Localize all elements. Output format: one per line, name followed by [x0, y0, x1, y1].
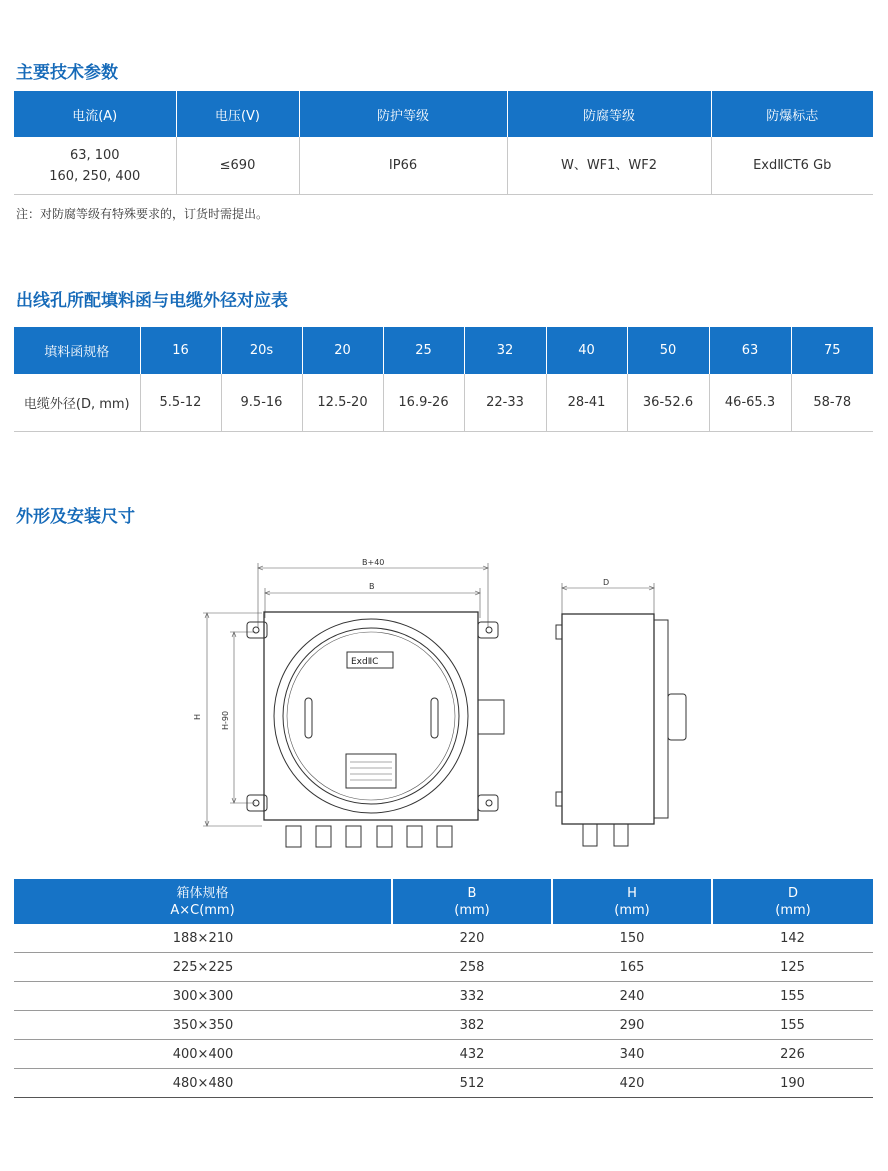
section-title-cable-table: 出线孔所配填料函与电缆外径对应表: [16, 291, 288, 311]
spec-cell: 63: [709, 327, 791, 374]
d-cell: 125: [712, 953, 873, 982]
table-row: [14, 982, 873, 1011]
header-h-line2: (mm): [614, 902, 650, 918]
table-row: [14, 1040, 873, 1069]
current-line-2: 160, 250, 400: [49, 168, 141, 184]
label-h-minus-90: H-90: [221, 710, 230, 730]
explosion-mark-value: ExdⅡCT6 Gb: [711, 137, 873, 195]
diameter-cell: 36-52.6: [627, 374, 709, 432]
label-b: B: [369, 582, 375, 591]
header-b-line1: B: [467, 885, 477, 901]
header-voltage: 电压(V): [176, 91, 299, 137]
b-cell: 432: [392, 1040, 552, 1069]
dimension-d: [562, 578, 654, 616]
spec-cell: 16: [140, 327, 221, 374]
header-d-line2: (mm): [775, 902, 811, 918]
h-cell: 240: [552, 982, 712, 1011]
size-cell: 300×300: [14, 982, 392, 1011]
header-b-line2: (mm): [454, 902, 490, 918]
spec-cell: 75: [791, 327, 873, 374]
protection-value: IP66: [299, 137, 507, 195]
voltage-value: ≤690: [176, 137, 299, 195]
mounting-lugs: [247, 622, 498, 811]
spec-cell: 20s: [221, 327, 302, 374]
d-cell: 142: [712, 924, 873, 953]
table-row: [14, 953, 873, 982]
d-cell: 155: [712, 1011, 873, 1040]
header-size-line2: A×C(mm): [170, 902, 235, 918]
header-h-line1: H: [627, 885, 637, 901]
note-text: 注：对防腐等级有特殊要求的，订货时需提出。: [16, 207, 269, 221]
b-cell: 332: [392, 982, 552, 1011]
tech-params-row: [14, 137, 873, 195]
spec-cell: 25: [383, 327, 464, 374]
header-b: [392, 879, 552, 924]
size-cell: 350×350: [14, 1011, 392, 1040]
size-cell: 188×210: [14, 924, 392, 953]
table-row: [14, 924, 873, 953]
diameter-cell: 22-33: [464, 374, 546, 432]
diameter-cell: 28-41: [546, 374, 627, 432]
diameter-cell: 58-78: [791, 374, 873, 432]
b-cell: 220: [392, 924, 552, 953]
enclosure-side-view: [556, 614, 686, 846]
cable-diameter-row: [14, 374, 873, 432]
header-h: [552, 879, 712, 924]
spec-cell: 50: [627, 327, 709, 374]
dimension-table: [14, 879, 873, 1098]
header-d: [712, 879, 873, 924]
size-cell: 400×400: [14, 1040, 392, 1069]
header-explosion-mark: 防爆标志: [711, 91, 873, 137]
spec-row-label: 填料函规格: [14, 327, 140, 374]
diameter-cell: 46-65.3: [709, 374, 791, 432]
h-cell: 340: [552, 1040, 712, 1069]
spec-cell: 20: [302, 327, 383, 374]
header-current: 电流(A): [14, 91, 176, 137]
dimension-h-90: [221, 632, 255, 803]
cable-gland-spec-row: [14, 327, 873, 374]
nameplate-label: ExdⅡC: [351, 657, 379, 667]
spec-cell: 32: [464, 327, 546, 374]
tech-params-header-row: [14, 91, 873, 137]
d-cell: 155: [712, 982, 873, 1011]
diameter-cell: 5.5-12: [140, 374, 221, 432]
tech-params-table: [14, 91, 873, 195]
section-title-tech-params: 主要技术参数: [16, 63, 118, 83]
h-cell: 290: [552, 1011, 712, 1040]
diameter-cell: 16.9-26: [383, 374, 464, 432]
spec-cell: 40: [546, 327, 627, 374]
label-d: D: [603, 578, 610, 587]
d-cell: 226: [712, 1040, 873, 1069]
enclosure-front-view: [264, 612, 504, 820]
current-values: [14, 137, 176, 195]
current-line-1: 63, 100: [69, 147, 120, 163]
cable-glands: [286, 826, 452, 847]
label-h: H: [193, 713, 202, 720]
section-title-dimensions: 外形及安装尺寸: [16, 507, 135, 527]
header-size-line1: 箱体规格: [176, 885, 229, 901]
b-cell: 382: [392, 1011, 552, 1040]
size-cell: 225×225: [14, 953, 392, 982]
h-cell: 150: [552, 924, 712, 953]
dimension-header-row: [14, 879, 873, 924]
h-cell: 165: [552, 953, 712, 982]
header-protection: 防护等级: [299, 91, 507, 137]
diameter-cell: 12.5-20: [302, 374, 383, 432]
cable-gland-table: [14, 327, 873, 432]
header-d-line1: D: [787, 885, 798, 901]
diameter-cell: 9.5-16: [221, 374, 302, 432]
enclosure-drawing: [0, 540, 888, 870]
h-cell: 420: [552, 1069, 712, 1098]
header-size: [14, 879, 392, 924]
anticorrosion-value: W、WF1、WF2: [507, 137, 711, 195]
b-cell: 258: [392, 953, 552, 982]
table-row: [14, 1011, 873, 1040]
label-b-plus-40: B+40: [362, 558, 385, 567]
size-cell: 480×480: [14, 1069, 392, 1098]
table-row: [14, 1069, 873, 1098]
d-cell: 190: [712, 1069, 873, 1098]
b-cell: 512: [392, 1069, 552, 1098]
header-anticorrosion: 防腐等级: [507, 91, 711, 137]
diameter-row-label: 电缆外径(D, mm): [14, 374, 140, 432]
